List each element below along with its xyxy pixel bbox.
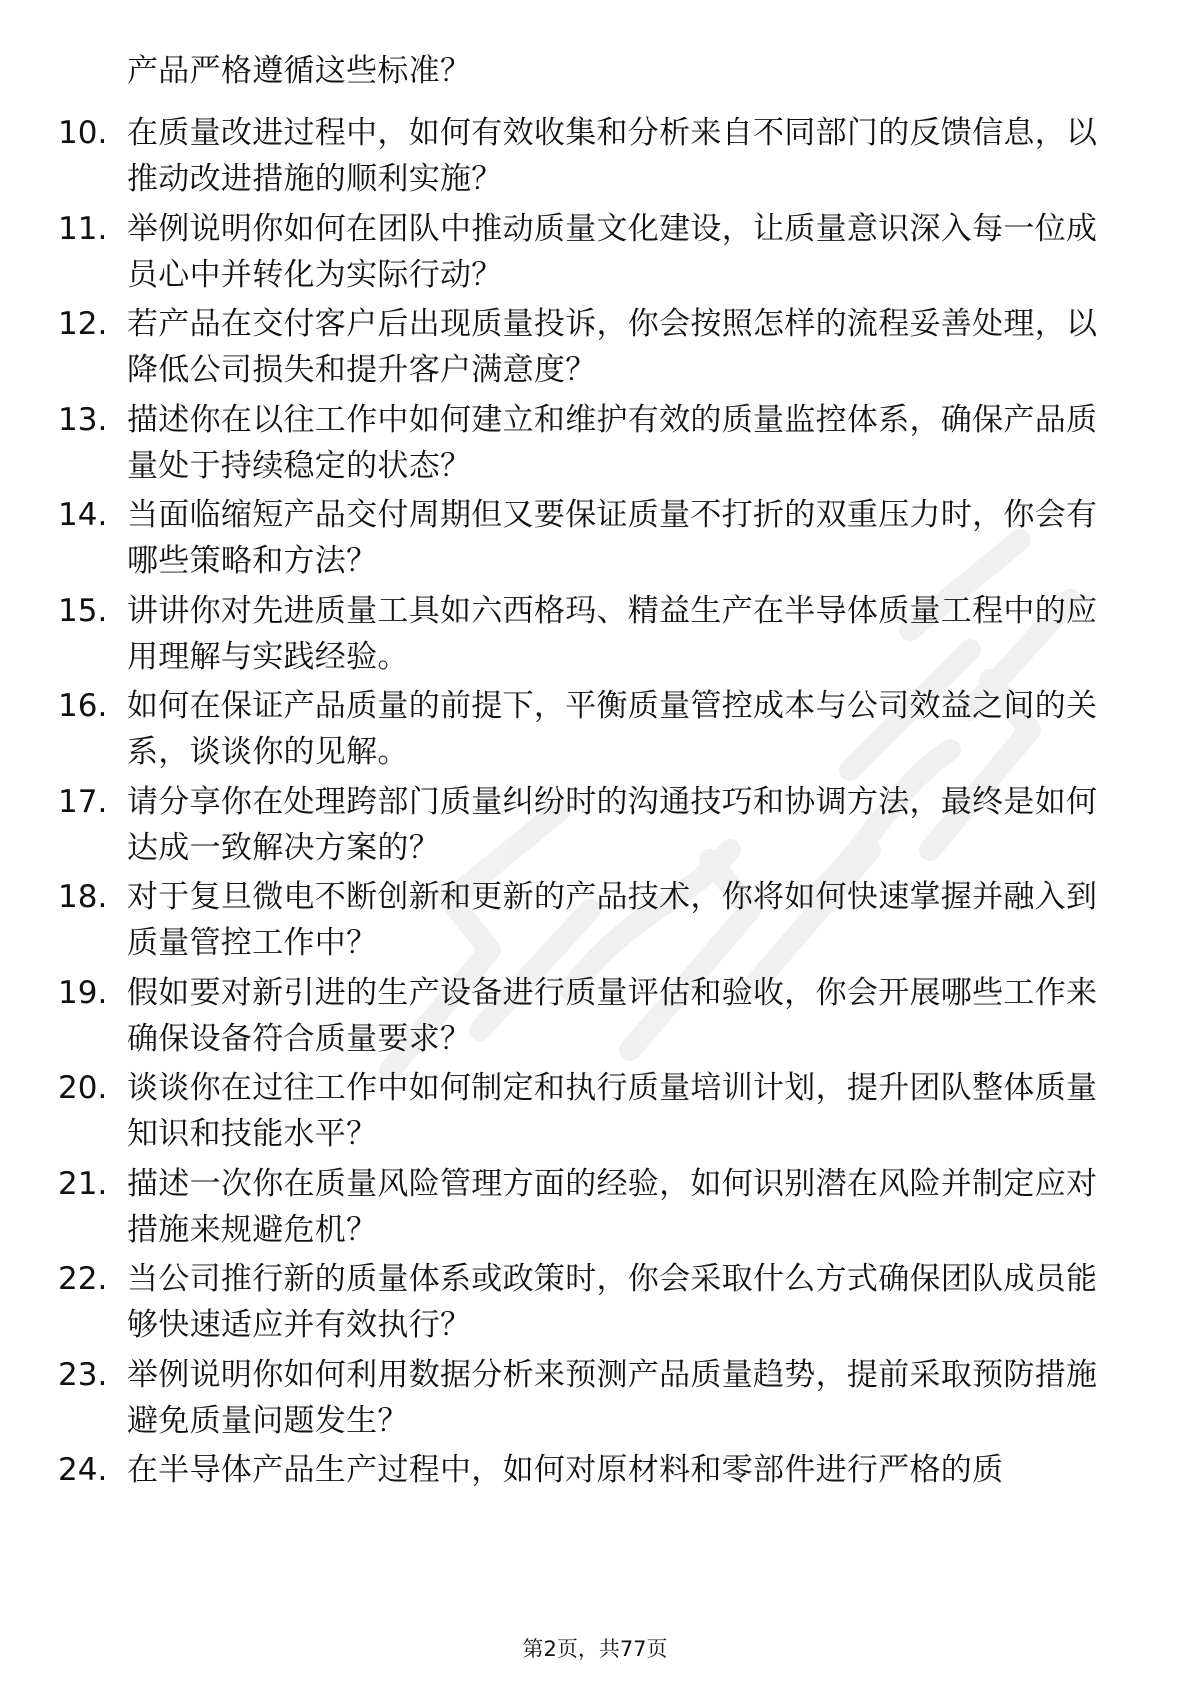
question-text: 请分享你在处理跨部门质量纠纷时的沟通技巧和协调方法，最终是如何达成一致解决方案的？	[127, 783, 1098, 866]
question-text: 在质量改进过程中，如何有效收集和分析来自不同部门的反馈信息，以推动改进措施的顺利实施？	[127, 115, 1098, 197]
page-footer	[0, 1634, 1190, 1664]
question-number: 14.	[58, 497, 108, 533]
question-number: 15.	[58, 592, 108, 629]
question-text: 当公司推行新的质量体系或政策时，你会采取什么方式确保团队成员能够快速适应并有效执行？	[127, 1261, 1098, 1343]
question-text: 讲讲你对先进质量工具如六西格玛、精益生产在半导体质量工程中的应用理解与实践经验。	[127, 592, 1098, 675]
question-text: 产品严格遵循这些标准？	[127, 53, 472, 89]
question-number: 20.	[58, 1070, 108, 1106]
question-number: 21.	[58, 1165, 108, 1202]
question-item	[0, 1447, 1190, 1547]
question-number: 22.	[58, 1261, 108, 1297]
question-text: 假如要对新引进的生产设备进行质量评估和验收，你会开展哪些工作来确保设备符合质量要求？	[127, 974, 1098, 1057]
question-number: 17.	[58, 783, 108, 820]
question-number: 24.	[58, 1452, 108, 1488]
question-item	[0, 1065, 1190, 1165]
question-number: 23.	[58, 1356, 108, 1393]
question-number: 18.	[58, 879, 108, 915]
question-item	[0, 779, 1190, 879]
question-text: 举例说明你如何在团队中推动质量文化建设，让质量意识深入每一位成员心中并转化为实际行动？	[127, 210, 1098, 293]
question-text: 在半导体产品生产过程中，如何对原材料和零部件进行严格的质	[127, 1452, 1004, 1488]
question-number: 10.	[58, 115, 108, 151]
question-item	[0, 1256, 1190, 1356]
question-text: 若产品在交付客户后出现质量投诉，你会按照怎样的流程妥善处理，以降低公司损失和提升客户满意度？	[127, 306, 1098, 388]
question-item	[0, 970, 1190, 1070]
question-item	[0, 683, 1190, 783]
question-text: 描述一次你在质量风险管理方面的经验，如何识别潜在风险并制定应对措施来规避危机？	[127, 1165, 1098, 1248]
question-number: 13.	[58, 401, 108, 438]
question-item	[0, 1161, 1190, 1261]
question-number: 11.	[58, 210, 108, 247]
question-text: 谈谈你在过往工作中如何制定和执行质量培训计划，提升团队整体质量知识和技能水平？	[127, 1070, 1098, 1152]
question-item	[0, 301, 1190, 401]
question-text: 举例说明你如何利用数据分析来预测产品质量趋势，提前采取预防措施避免质量问题发生？	[127, 1356, 1098, 1439]
question-item	[0, 874, 1190, 974]
question-text: 对于复旦微电不断创新和更新的产品技术，你将如何快速掌握并融入到质量管控工作中？	[127, 879, 1098, 961]
question-item	[0, 397, 1190, 497]
question-item	[0, 588, 1190, 688]
question-text: 当面临缩短产品交付周期但又要保证质量不打折的双重压力时，你会有哪些策略和方法？	[127, 497, 1098, 579]
question-item	[0, 110, 1190, 210]
question-number: 12.	[58, 306, 108, 342]
question-item	[0, 1352, 1190, 1452]
question-item	[0, 492, 1190, 592]
question-number: 16.	[58, 688, 108, 724]
question-item	[0, 206, 1190, 306]
page-number: 第2页，共77页	[522, 1637, 668, 1661]
continued-question	[0, 48, 1190, 94]
question-text: 如何在保证产品质量的前提下，平衡质量管控成本与公司效益之间的关系，谈谈你的见解。	[127, 688, 1098, 770]
question-number: 19.	[58, 974, 108, 1011]
question-text: 描述你在以往工作中如何建立和维护有效的质量监控体系，确保产品质量处于持续稳定的状态？	[127, 401, 1098, 484]
